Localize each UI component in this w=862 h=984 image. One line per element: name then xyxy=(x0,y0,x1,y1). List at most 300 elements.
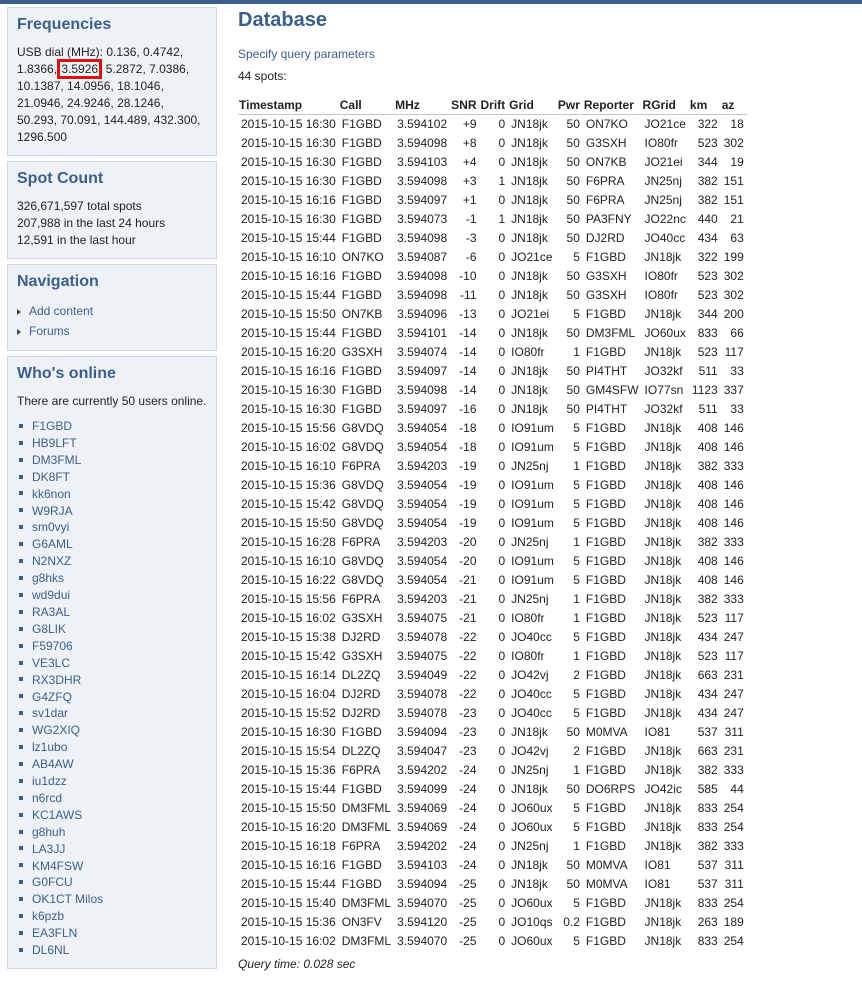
cell-snr: -19 xyxy=(450,514,479,533)
cell-rgrid: JO42ic xyxy=(642,780,689,799)
online-user-item xyxy=(17,891,207,908)
cell-reporter: F1GBD xyxy=(583,476,642,495)
bullet-square-icon xyxy=(19,424,23,428)
cell-mhz: 3.594098 xyxy=(394,172,450,191)
bullet-square-icon xyxy=(19,914,23,918)
cell-rgrid: JN18jk xyxy=(642,419,689,438)
cell-reporter: G3SXH xyxy=(583,286,642,305)
cell-rgrid: JN18jk xyxy=(642,590,689,609)
online-user-item xyxy=(17,570,207,587)
cell-reporter: F1GBD xyxy=(583,628,642,647)
online-user-item xyxy=(17,621,207,638)
cell-snr: -21 xyxy=(450,590,479,609)
cell-grid: JN18jk xyxy=(508,780,557,799)
cell-km: 537 xyxy=(689,875,721,894)
specify-query-link[interactable]: Specify query parameters xyxy=(238,47,375,61)
bullet-square-icon xyxy=(19,813,23,817)
cell-call: G8VDQ xyxy=(339,495,394,514)
table-row xyxy=(238,704,747,723)
cell-az: 333 xyxy=(721,761,747,780)
cell-grid: JN18jk xyxy=(508,856,557,875)
cell-timestamp: 2015-10-15 16:02 xyxy=(238,609,339,628)
cell-timestamp: 2015-10-15 16:20 xyxy=(238,343,339,362)
online-user-link[interactable]: k6pzb xyxy=(32,909,65,924)
cell-km: 382 xyxy=(689,761,721,780)
online-user-link[interactable]: iu1dzz xyxy=(32,774,67,789)
table-row xyxy=(238,856,747,875)
bullet-square-icon xyxy=(19,694,23,698)
cell-rgrid: JN18jk xyxy=(642,343,689,362)
online-user-link[interactable]: HB9LFT xyxy=(32,435,77,450)
cell-reporter: F1GBD xyxy=(583,419,642,438)
cell-drift: 0 xyxy=(480,229,509,248)
table-row xyxy=(238,799,747,818)
table-row xyxy=(238,780,747,799)
cell-reporter: F1GBD xyxy=(583,571,642,590)
cell-mhz: 3.594098 xyxy=(394,229,450,248)
cell-snr: -24 xyxy=(450,818,479,837)
cell-az: 254 xyxy=(721,932,747,951)
cell-km: 322 xyxy=(689,115,721,135)
cell-km: 408 xyxy=(689,438,721,457)
table-row xyxy=(238,419,747,438)
cell-timestamp: 2015-10-15 16:30 xyxy=(238,172,339,191)
online-user-link[interactable]: N2NXZ xyxy=(32,554,72,569)
cell-call: DM3FML xyxy=(339,894,394,913)
cell-drift: 0 xyxy=(480,419,509,438)
cell-drift: 0 xyxy=(480,723,509,742)
cell-az: 302 xyxy=(721,267,747,286)
cell-rgrid: JN18jk xyxy=(642,609,689,628)
cell-timestamp: 2015-10-15 16:20 xyxy=(238,818,339,837)
cell-timestamp: 2015-10-15 16:30 xyxy=(238,115,339,135)
cell-call: G3SXH xyxy=(339,343,394,362)
cell-reporter: F1GBD xyxy=(583,666,642,685)
cell-rgrid: IO81 xyxy=(642,856,689,875)
cell-reporter: F1GBD xyxy=(583,742,642,761)
cell-az: 117 xyxy=(721,647,747,666)
cell-call: DL2ZQ xyxy=(339,666,394,685)
cell-reporter: F1GBD xyxy=(583,457,642,476)
online-user-link[interactable]: wd9dui xyxy=(32,588,71,603)
online-user-link[interactable]: lz1ubo xyxy=(32,740,68,755)
cell-drift: 0 xyxy=(480,780,509,799)
cell-snr: -24 xyxy=(450,856,479,875)
online-user-link[interactable]: OK1CT Milos xyxy=(32,892,104,907)
table-row xyxy=(238,837,747,856)
cell-call: F1GBD xyxy=(339,229,394,248)
cell-call: DL2ZQ xyxy=(339,742,394,761)
cell-grid: IO91um xyxy=(508,476,557,495)
cell-pwr: 50 xyxy=(557,210,583,229)
column-header-snr: SNR xyxy=(450,90,479,115)
cell-call: G8VDQ xyxy=(339,552,394,571)
online-user-link[interactable]: G0FCU xyxy=(32,875,73,890)
cell-grid: JO21ei xyxy=(508,305,557,324)
table-row xyxy=(238,153,747,172)
cell-call: F1GBD xyxy=(339,324,394,343)
cell-snr: -25 xyxy=(450,913,479,932)
cell-pwr: 50 xyxy=(557,191,583,210)
cell-km: 408 xyxy=(689,419,721,438)
cell-pwr: 5 xyxy=(557,419,583,438)
cell-pwr: 1 xyxy=(557,647,583,666)
cell-mhz: 3.594094 xyxy=(394,723,450,742)
cell-timestamp: 2015-10-15 15:36 xyxy=(238,761,339,780)
cell-pwr: 50 xyxy=(557,153,583,172)
cell-az: 254 xyxy=(721,894,747,913)
table-row xyxy=(238,894,747,913)
cell-az: 66 xyxy=(721,324,747,343)
online-user-link[interactable]: sm0vyi xyxy=(32,520,70,535)
table-row xyxy=(238,685,747,704)
online-user-item xyxy=(17,486,207,503)
cell-call: ON7KB xyxy=(339,305,394,324)
online-user-item xyxy=(17,469,207,486)
spots-count: 44 spots: xyxy=(238,69,287,83)
online-user-link[interactable]: F59706 xyxy=(32,638,73,653)
cell-timestamp: 2015-10-15 15:50 xyxy=(238,799,339,818)
frequencies-title: Frequencies xyxy=(17,16,112,33)
cell-pwr: 1 xyxy=(557,761,583,780)
cell-reporter: F6PRA xyxy=(583,172,642,191)
cell-km: 382 xyxy=(689,590,721,609)
cell-az: 44 xyxy=(721,780,747,799)
cell-snr: -19 xyxy=(450,495,479,514)
online-user-link[interactable]: kk6non xyxy=(32,486,71,501)
cell-snr: -22 xyxy=(450,666,479,685)
cell-az: 151 xyxy=(721,172,747,191)
cell-pwr: 2 xyxy=(557,742,583,761)
cell-grid: JN25nj xyxy=(508,590,557,609)
cell-mhz: 3.594203 xyxy=(394,457,450,476)
online-user-link[interactable]: G6AML xyxy=(32,537,73,552)
cell-timestamp: 2015-10-15 15:44 xyxy=(238,875,339,894)
bullet-square-icon xyxy=(19,661,23,665)
cell-mhz: 3.594101 xyxy=(394,324,450,343)
cell-timestamp: 2015-10-15 16:30 xyxy=(238,723,339,742)
cell-grid: JN25nj xyxy=(508,457,557,476)
cell-grid: JO21ce xyxy=(508,248,557,267)
cell-snr: -24 xyxy=(450,837,479,856)
cell-pwr: 5 xyxy=(557,495,583,514)
cell-timestamp: 2015-10-15 16:30 xyxy=(238,381,339,400)
bullet-square-icon xyxy=(19,897,23,901)
online-user-link[interactable]: W9RJA xyxy=(32,503,73,518)
nav-link[interactable]: Forums xyxy=(29,324,70,338)
cell-timestamp: 2015-10-15 15:44 xyxy=(238,286,339,305)
online-user-link[interactable]: AB4AW xyxy=(32,757,74,772)
cell-km: 382 xyxy=(689,172,721,191)
online-user-link[interactable]: LA3JJ xyxy=(32,841,66,856)
bullet-square-icon xyxy=(19,491,23,495)
spots-last-hour: 12,591 in the last hour xyxy=(17,233,136,247)
cell-km: 523 xyxy=(689,343,721,362)
online-user-link[interactable]: G4ZFQ xyxy=(32,689,73,704)
cell-km: 408 xyxy=(689,476,721,495)
cell-drift: 0 xyxy=(480,875,509,894)
cell-grid: JN25nj xyxy=(508,533,557,552)
cell-reporter: F1GBD xyxy=(583,799,642,818)
cell-drift: 1 xyxy=(480,172,509,191)
cell-call: F6PRA xyxy=(339,457,394,476)
online-user-item xyxy=(17,655,207,672)
cell-mhz: 3.594098 xyxy=(394,134,450,153)
bullet-square-icon xyxy=(19,576,23,580)
navigation-block xyxy=(7,264,217,351)
top-accent-bar xyxy=(0,0,862,4)
cell-km: 523 xyxy=(689,609,721,628)
cell-grid: JO60ux xyxy=(508,799,557,818)
cell-rgrid: IO77sn xyxy=(642,381,689,400)
cell-km: 833 xyxy=(689,324,721,343)
cell-az: 247 xyxy=(721,704,747,723)
cell-drift: 0 xyxy=(480,362,509,381)
cell-call: ON7KO xyxy=(339,248,394,267)
online-user-item xyxy=(17,925,207,942)
cell-az: 33 xyxy=(721,362,747,381)
cell-km: 408 xyxy=(689,514,721,533)
nav-link[interactable]: Add content xyxy=(29,304,94,318)
online-user-item xyxy=(17,722,207,739)
cell-az: 18 xyxy=(721,115,747,135)
cell-timestamp: 2015-10-15 16:30 xyxy=(238,153,339,172)
cell-reporter: PI4THT xyxy=(583,400,642,419)
online-user-link[interactable]: g8hks xyxy=(32,571,65,586)
cell-km: 434 xyxy=(689,704,721,723)
cell-az: 146 xyxy=(721,571,747,590)
cell-km: 434 xyxy=(689,229,721,248)
cell-az: 199 xyxy=(721,248,747,267)
cell-az: 254 xyxy=(721,818,747,837)
cell-snr: -22 xyxy=(450,647,479,666)
online-user-link[interactable]: KC1AWS xyxy=(32,807,83,822)
cell-reporter: F1GBD xyxy=(583,837,642,856)
cell-rgrid: JN18jk xyxy=(642,628,689,647)
table-row xyxy=(238,761,747,780)
bullet-square-icon xyxy=(19,677,23,681)
cell-snr: -10 xyxy=(450,267,479,286)
cell-reporter: PA3FNY xyxy=(583,210,642,229)
cell-az: 146 xyxy=(721,476,747,495)
cell-call: F1GBD xyxy=(339,875,394,894)
cell-km: 408 xyxy=(689,495,721,514)
cell-mhz: 3.594097 xyxy=(394,400,450,419)
cell-drift: 0 xyxy=(480,286,509,305)
cell-az: 337 xyxy=(721,381,747,400)
bullet-square-icon xyxy=(19,931,23,935)
cell-mhz: 3.594074 xyxy=(394,343,450,362)
cell-mhz: 3.594098 xyxy=(394,286,450,305)
cell-pwr: 1 xyxy=(557,609,583,628)
cell-rgrid: IO81 xyxy=(642,723,689,742)
frequencies-text xyxy=(17,44,207,146)
cell-snr: -18 xyxy=(450,438,479,457)
cell-timestamp: 2015-10-15 15:54 xyxy=(238,742,339,761)
cell-snr: -22 xyxy=(450,628,479,647)
cell-az: 231 xyxy=(721,666,747,685)
cell-timestamp: 2015-10-15 16:16 xyxy=(238,191,339,210)
cell-km: 833 xyxy=(689,894,721,913)
cell-pwr: 1 xyxy=(557,457,583,476)
cell-rgrid: JO40cc xyxy=(642,229,689,248)
cell-snr: -14 xyxy=(450,381,479,400)
cell-timestamp: 2015-10-15 16:16 xyxy=(238,362,339,381)
cell-drift: 0 xyxy=(480,248,509,267)
online-user-item xyxy=(17,638,207,655)
cell-grid: JO10qs xyxy=(508,913,557,932)
cell-mhz: 3.594049 xyxy=(394,666,450,685)
cell-call: F1GBD xyxy=(339,210,394,229)
cell-call: F1GBD xyxy=(339,723,394,742)
cell-timestamp: 2015-10-15 16:30 xyxy=(238,134,339,153)
cell-grid: JO40cc xyxy=(508,628,557,647)
cell-mhz: 3.594097 xyxy=(394,362,450,381)
cell-mhz: 3.594075 xyxy=(394,647,450,666)
cell-pwr: 5 xyxy=(557,685,583,704)
online-user-link[interactable]: WG2XIQ xyxy=(32,723,81,738)
cell-reporter: M0MVA xyxy=(583,856,642,875)
cell-pwr: 1 xyxy=(557,533,583,552)
cell-rgrid: JN18jk xyxy=(642,742,689,761)
bullet-triangle-icon xyxy=(17,329,21,335)
table-row xyxy=(238,723,747,742)
bullet-square-icon xyxy=(19,610,23,614)
cell-mhz: 3.594097 xyxy=(394,191,450,210)
table-row xyxy=(238,172,747,191)
cell-km: 833 xyxy=(689,799,721,818)
cell-reporter: F1GBD xyxy=(583,438,642,457)
cell-az: 146 xyxy=(721,419,747,438)
cell-grid: JN18jk xyxy=(508,191,557,210)
cell-km: 263 xyxy=(689,913,721,932)
cell-snr: -25 xyxy=(450,894,479,913)
cell-snr: -20 xyxy=(450,533,479,552)
online-user-link[interactable]: RA3AL xyxy=(32,604,71,619)
cell-reporter: DJ2RD xyxy=(583,229,642,248)
column-header-grid: Grid xyxy=(508,90,557,115)
cell-call: F1GBD xyxy=(339,267,394,286)
cell-pwr: 5 xyxy=(557,932,583,951)
online-user-link[interactable]: g8huh xyxy=(32,824,66,839)
online-user-item xyxy=(17,452,207,469)
cell-mhz: 3.594054 xyxy=(394,419,450,438)
online-user-link[interactable]: VE3LC xyxy=(32,655,71,670)
cell-pwr: 1 xyxy=(557,343,583,362)
cell-km: 537 xyxy=(689,723,721,742)
cell-call: F1GBD xyxy=(339,134,394,153)
cell-az: 333 xyxy=(721,533,747,552)
cell-pwr: 50 xyxy=(557,324,583,343)
column-header-timestamp: Timestamp xyxy=(238,90,339,115)
cell-mhz: 3.594054 xyxy=(394,438,450,457)
online-user-link[interactable]: n6rcd xyxy=(32,790,63,805)
cell-mhz: 3.594047 xyxy=(394,742,450,761)
table-row xyxy=(238,362,747,381)
cell-az: 302 xyxy=(721,134,747,153)
cell-km: 523 xyxy=(689,286,721,305)
online-user-link[interactable]: KM4FSW xyxy=(32,858,84,873)
cell-rgrid: JN18jk xyxy=(642,761,689,780)
online-user-link[interactable]: RX3DHR xyxy=(32,672,82,687)
cell-drift: 0 xyxy=(480,495,509,514)
online-user-item xyxy=(17,739,207,756)
cell-mhz: 3.594103 xyxy=(394,856,450,875)
cell-reporter: F1GBD xyxy=(583,552,642,571)
bullet-square-icon xyxy=(19,779,23,783)
cell-timestamp: 2015-10-15 15:50 xyxy=(238,514,339,533)
online-user-link[interactable]: DM3FML xyxy=(32,452,82,467)
cell-grid: IO80fr xyxy=(508,609,557,628)
cell-km: 537 xyxy=(689,856,721,875)
table-row xyxy=(238,324,747,343)
column-header-km: km xyxy=(689,90,721,115)
cell-timestamp: 2015-10-15 16:10 xyxy=(238,552,339,571)
cell-snr: -20 xyxy=(450,552,479,571)
cell-pwr: 50 xyxy=(557,875,583,894)
cell-timestamp: 2015-10-15 16:16 xyxy=(238,856,339,875)
column-header-reporter: Reporter xyxy=(583,90,642,115)
cell-pwr: 50 xyxy=(557,362,583,381)
cell-az: 247 xyxy=(721,685,747,704)
cell-timestamp: 2015-10-15 16:18 xyxy=(238,837,339,856)
online-user-link[interactable]: EA3FLN xyxy=(32,926,78,941)
bullet-square-icon xyxy=(19,593,23,597)
cell-rgrid: JN25nj xyxy=(642,191,689,210)
online-user-item xyxy=(17,908,207,925)
cell-call: DJ2RD xyxy=(339,685,394,704)
cell-drift: 0 xyxy=(480,761,509,780)
cell-snr: +1 xyxy=(450,191,479,210)
cell-reporter: F1GBD xyxy=(583,343,642,362)
cell-km: 663 xyxy=(689,742,721,761)
bullet-square-icon xyxy=(19,762,23,766)
cell-rgrid: JN18jk xyxy=(642,837,689,856)
cell-pwr: 5 xyxy=(557,704,583,723)
cell-drift: 0 xyxy=(480,913,509,932)
cell-rgrid: JN18jk xyxy=(642,932,689,951)
spot-count-title: Spot Count xyxy=(17,170,104,187)
table-row xyxy=(238,552,747,571)
column-header-az: az xyxy=(721,90,747,115)
cell-timestamp: 2015-10-15 15:42 xyxy=(238,495,339,514)
cell-rgrid: JN25nj xyxy=(642,172,689,191)
online-user-link[interactable]: DK8FT xyxy=(32,469,71,484)
cell-mhz: 3.594069 xyxy=(394,818,450,837)
cell-drift: 0 xyxy=(480,742,509,761)
online-user-link[interactable]: F1GBD xyxy=(32,419,73,433)
cell-drift: 0 xyxy=(480,894,509,913)
cell-reporter: F1GBD xyxy=(583,305,642,324)
cell-reporter: F1GBD xyxy=(583,590,642,609)
whos-online-block xyxy=(7,356,217,969)
cell-grid: JO60ux xyxy=(508,818,557,837)
nav-item xyxy=(17,321,207,341)
online-user-link[interactable]: DL6NL xyxy=(32,943,70,958)
cell-rgrid: JN18jk xyxy=(642,552,689,571)
cell-reporter: F1GBD xyxy=(583,533,642,552)
cell-reporter: F1GBD xyxy=(583,913,642,932)
cell-rgrid: JN18jk xyxy=(642,799,689,818)
cell-call: DJ2RD xyxy=(339,704,394,723)
cell-snr: -23 xyxy=(450,723,479,742)
cell-call: F1GBD xyxy=(339,381,394,400)
main-content xyxy=(238,8,858,971)
online-user-link[interactable]: sv1dar xyxy=(32,706,69,721)
cell-snr: +8 xyxy=(450,134,479,153)
online-user-link[interactable]: G8LIK xyxy=(32,621,67,636)
cell-rgrid: JN18jk xyxy=(642,476,689,495)
